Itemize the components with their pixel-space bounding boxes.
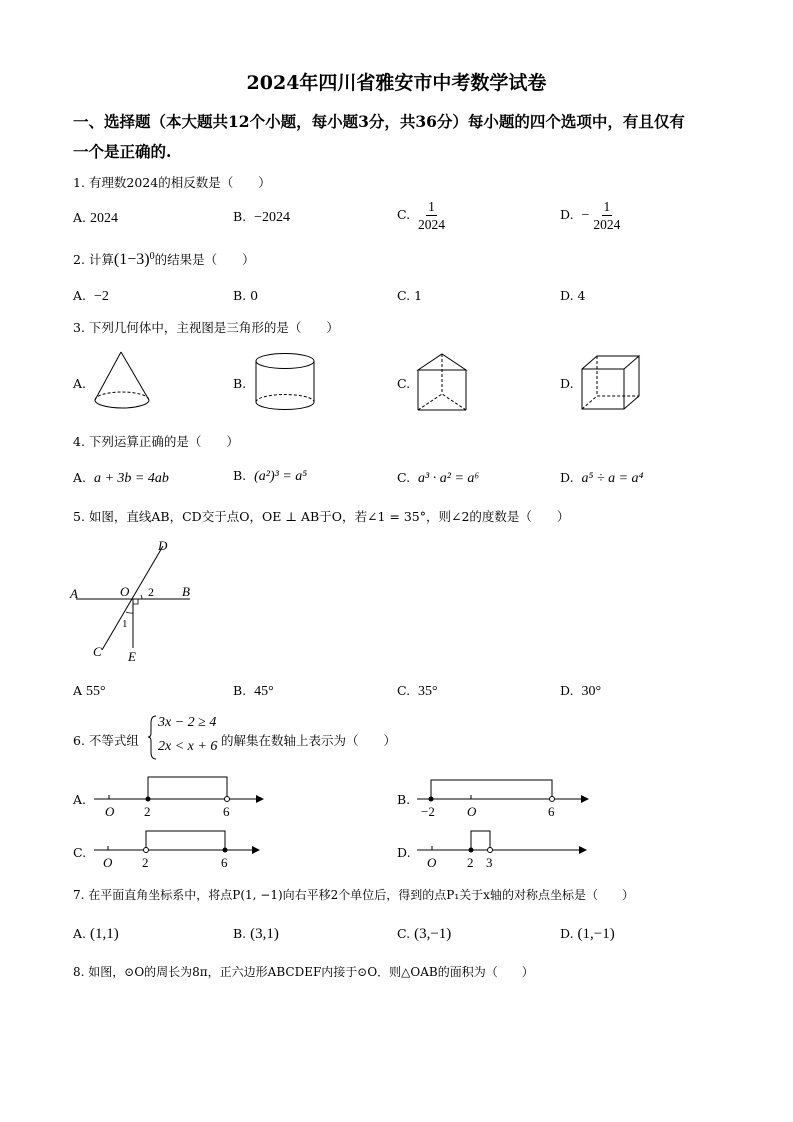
q2-option-b: B. 0 xyxy=(233,288,259,303)
svg-text:2: 2 xyxy=(144,804,151,819)
q3-option-c-label: C. xyxy=(397,376,411,391)
q6-option-d-label: D. xyxy=(397,845,411,860)
q2-option-d: D. 4 xyxy=(560,288,586,303)
question-6-stem-suffix: 的解集在数轴上表示为（ ） xyxy=(221,733,397,748)
number-line-c xyxy=(92,828,267,873)
number-line-d xyxy=(415,828,595,873)
intersecting-lines-figure xyxy=(70,538,200,663)
cube-figure xyxy=(580,354,642,412)
q3-option-a-label: A. xyxy=(73,376,87,391)
q7-option-b: B. (3,1) xyxy=(233,926,279,942)
triangular-prism-figure xyxy=(416,352,468,414)
question-2-stem: 2. 计算$(1-3)^0$的结果是（ ） xyxy=(73,250,255,268)
question-4-stem: 4. 下列运算正确的是（ ） xyxy=(73,434,239,449)
q5-option-c: C. 35° xyxy=(397,683,438,699)
q5-option-a: A 55° xyxy=(73,683,106,699)
q2-option-a: A. −2 xyxy=(73,288,109,304)
q4-option-b: B. (a²)³ = a⁵ xyxy=(233,468,308,484)
q1-option-b: B. −2024 xyxy=(233,209,291,225)
svg-text:6: 6 xyxy=(548,804,555,819)
svg-text:6: 6 xyxy=(221,855,228,870)
question-1-stem: 1. 有理数2024的相反数是（ ） xyxy=(73,175,271,190)
svg-text:2: 2 xyxy=(467,855,474,870)
cylinder-figure xyxy=(254,352,316,414)
system-brace-icon xyxy=(148,715,158,760)
svg-text:6: 6 xyxy=(223,804,230,819)
q7-option-a: A. (1,1) xyxy=(73,926,119,942)
number-line-b xyxy=(415,775,595,820)
q4-option-a: A. a + 3b = 4ab xyxy=(73,470,169,486)
question-3-stem: 3. 下列几何体中，主视图是三角形的是（ ） xyxy=(73,320,339,335)
question-6-stem-prefix: 6. 不等式组 xyxy=(73,733,139,748)
question-7-stem: 7. 在平面直角坐标系中，将点P(1, −1)向右平移2个单位后，得到的点P₁关于x轴的对称点坐标是（ ） xyxy=(73,888,634,902)
q5-option-d: D. 30° xyxy=(560,683,602,699)
svg-text:O: O xyxy=(427,855,437,870)
q6-option-c-label: C. xyxy=(73,845,87,860)
q6-option-b-label: B. xyxy=(397,792,411,807)
label-angle-1: 1 xyxy=(122,618,128,630)
q1-option-c: C. $\frac{1}{2024}$ xyxy=(397,199,446,232)
label-b: B xyxy=(182,584,190,599)
question-5-stem: 5. 如图，直线AB，CD交于点O，OE ⊥ AB于O，若∠1 = 35°，则∠2的度数是（ ） xyxy=(73,509,570,524)
q7-option-d: D. (1,−1) xyxy=(560,926,615,942)
svg-text:O: O xyxy=(467,804,477,819)
label-angle-2: 2 xyxy=(148,585,154,599)
q5-option-b: B. 45° xyxy=(233,683,274,699)
svg-text:−2: −2 xyxy=(421,804,435,819)
label-e: E xyxy=(128,649,136,664)
q4-option-c: C. a³ · a² = a⁶ xyxy=(397,470,480,486)
label-a: A xyxy=(70,586,78,601)
svg-text:2: 2 xyxy=(142,855,149,870)
label-d: D xyxy=(158,538,168,553)
page-title: 2024年四川省雅安市中考数学试卷 xyxy=(246,72,547,94)
inequality-2: 2x < x + 6 xyxy=(158,739,218,754)
label-c: C xyxy=(93,644,102,659)
fraction: $\frac{1}{2024}$ xyxy=(593,199,621,232)
svg-text:O: O xyxy=(105,804,115,819)
question-8-stem: 8. 如图，⊙O的周长为8π，正六边形ABCDEF内接于⊙O．则△OAB的面积为（ ） xyxy=(73,965,534,979)
q6-option-a-label: A. xyxy=(73,792,87,807)
q7-option-c: C. (3,−1) xyxy=(397,926,452,942)
section-header-line2: 一个是正确的. xyxy=(73,142,172,161)
svg-text:3: 3 xyxy=(486,855,493,870)
q1-option-d: D. − $\frac{1}{2024}$ xyxy=(560,199,621,232)
q2-option-c: C. 1 xyxy=(397,288,423,303)
q4-option-d: D. a⁵ ÷ a = a⁴ xyxy=(560,470,644,486)
svg-text:O: O xyxy=(103,855,113,870)
label-o: O xyxy=(120,584,130,599)
q1-option-a: A. 2024 xyxy=(73,210,118,226)
fraction: $\frac{1}{2024}$ xyxy=(418,199,446,232)
section-header-line1: 一、选择题（本大题共12个小题，每小题3分，共36分）每小题的四个选项中，有且仅有 xyxy=(73,112,685,131)
q3-option-b-label: B. xyxy=(233,376,247,391)
inequality-1: 3x − 2 ≥ 4 xyxy=(158,715,217,730)
number-line-a xyxy=(92,775,267,820)
q3-option-d-label: D. xyxy=(560,376,574,391)
cone-figure xyxy=(92,350,152,415)
